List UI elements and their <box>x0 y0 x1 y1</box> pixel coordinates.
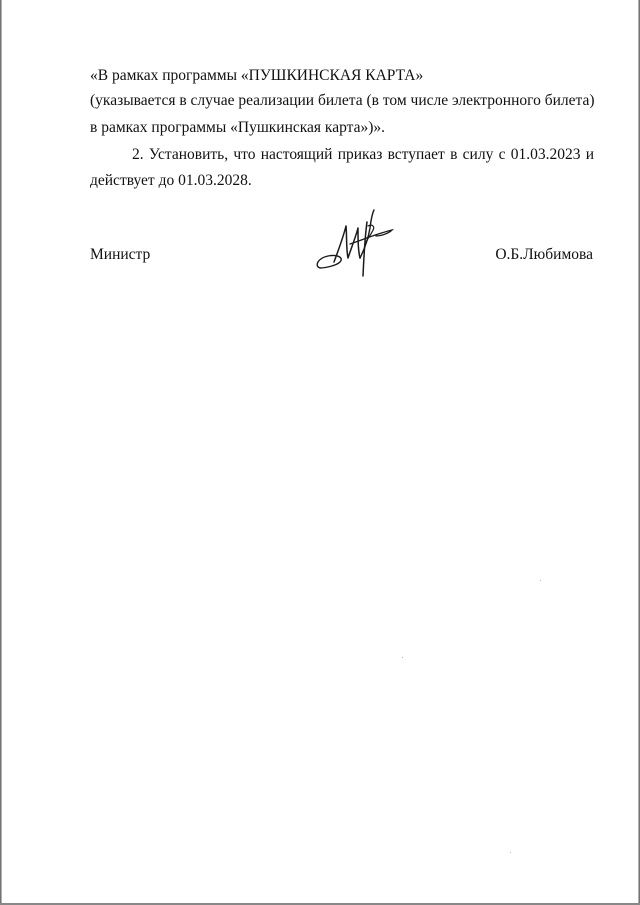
text-line-program-heading: «В рамках программы «ПУШКИНСКАЯ КАРТА» <box>90 67 424 84</box>
text-line-note: (указывается в случае реализации билета (в том числе электронного билета) <box>90 92 595 109</box>
handwritten-signature <box>310 206 396 278</box>
signatory-name: О.Б.Любимова <box>495 246 593 263</box>
text-line-clause-2-end: действует до 01.03.2028. <box>90 172 252 189</box>
scan-speck <box>510 852 511 853</box>
text-line-note-end: в рамках программы «Пушкинская карта»)». <box>90 119 386 136</box>
page-left-edge <box>0 0 2 905</box>
text-line-clause-2: 2. Установить, что настоящий приказ вступает в силу с 01.03.2023 и <box>132 146 594 163</box>
signatory-position: Министр <box>90 246 151 263</box>
scan-speck <box>540 580 541 581</box>
scan-speck <box>402 657 403 658</box>
